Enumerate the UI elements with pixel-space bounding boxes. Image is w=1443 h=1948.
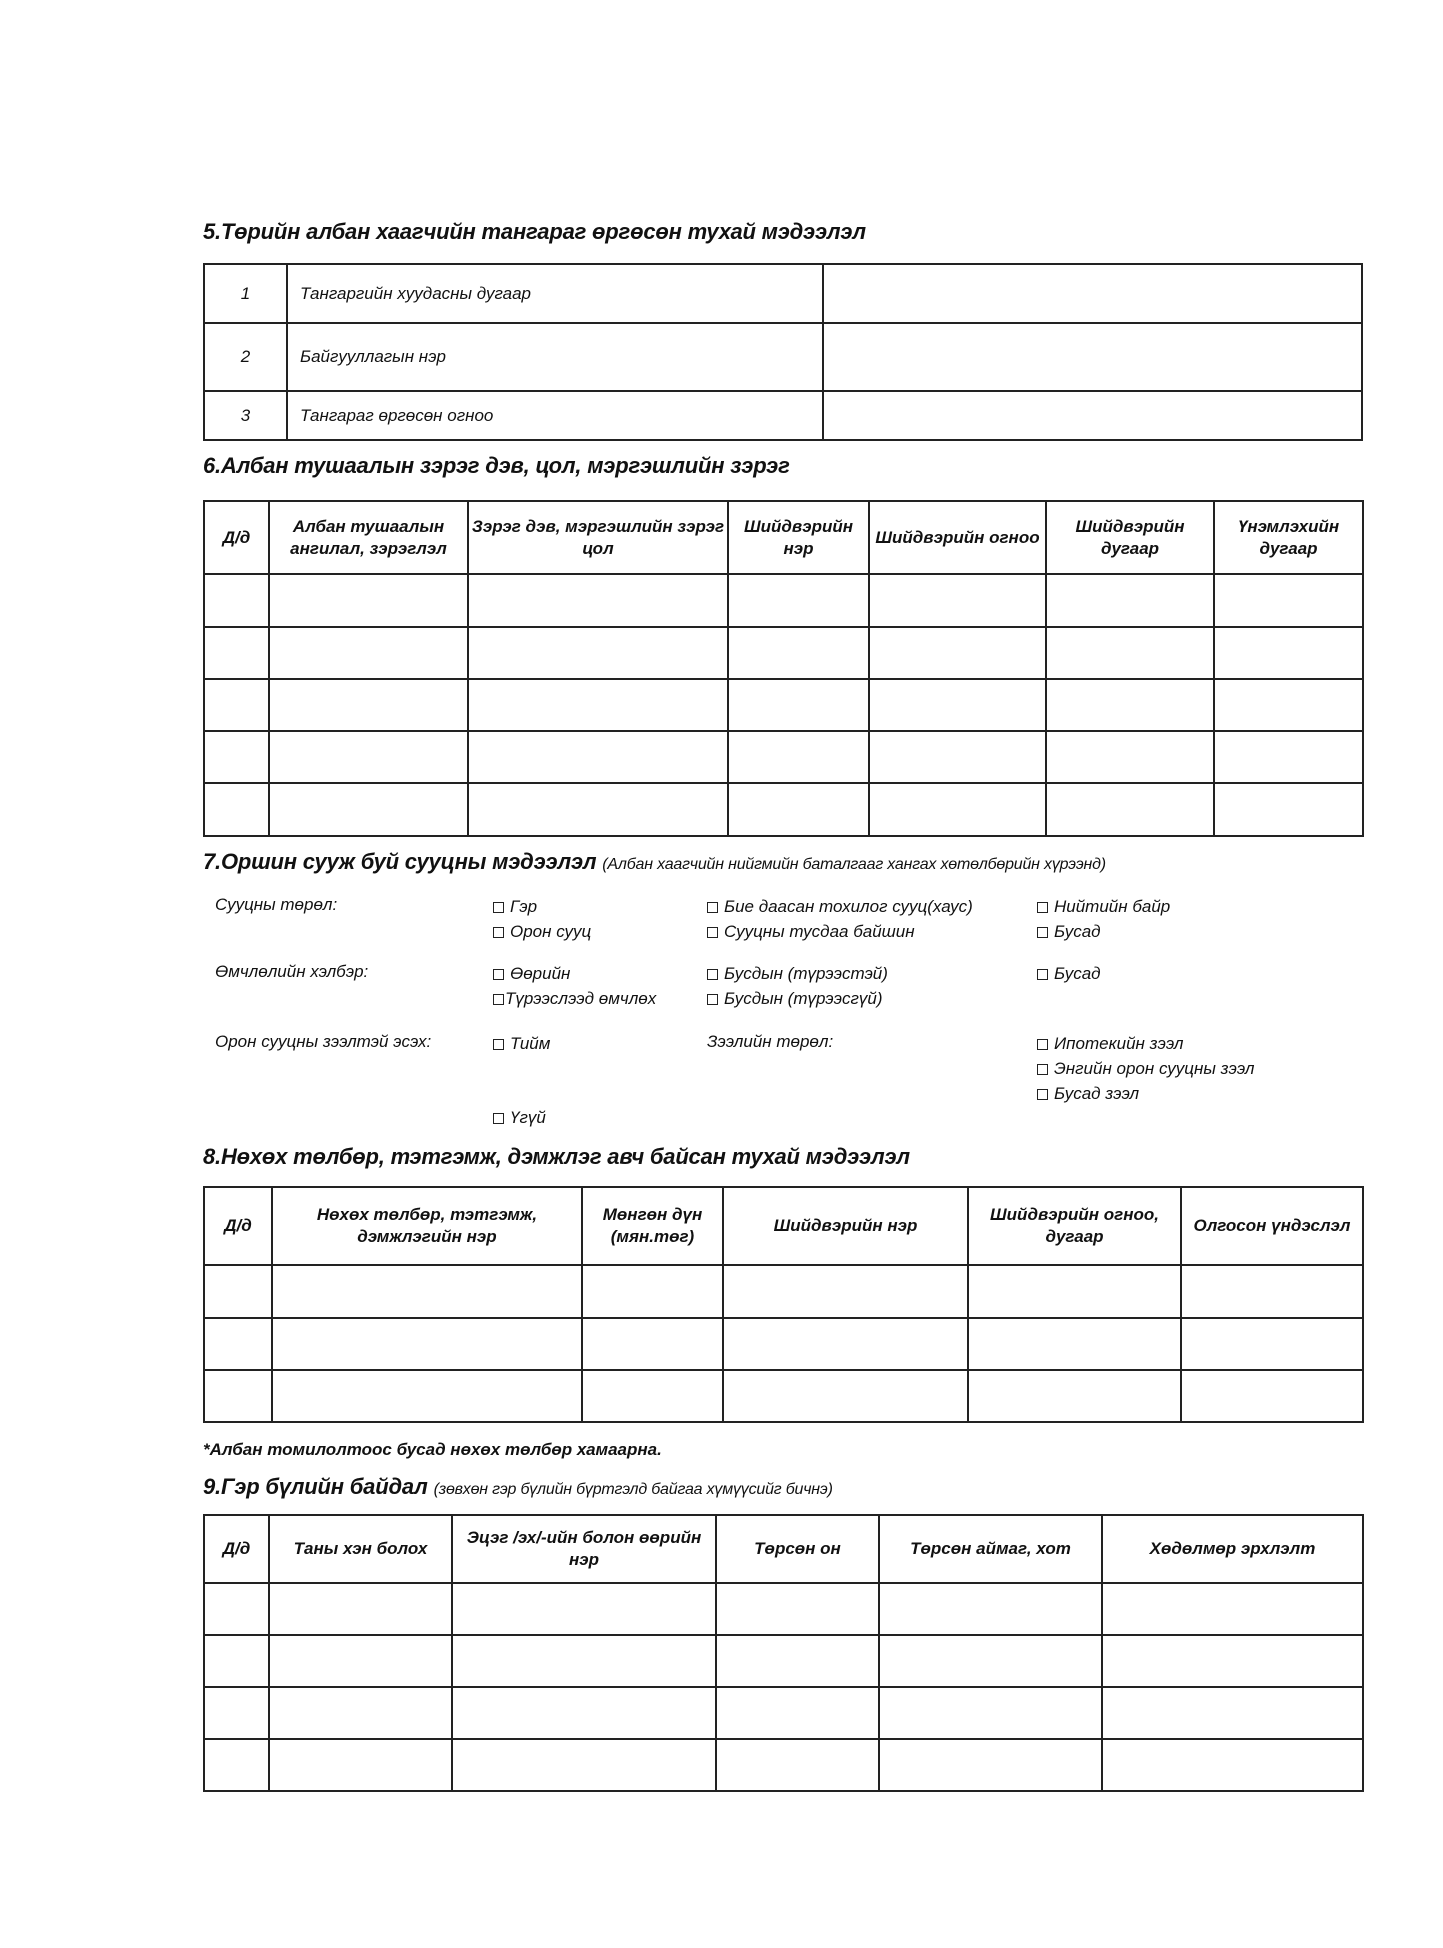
cell[interactable] <box>269 1739 452 1791</box>
cell[interactable] <box>1046 731 1214 783</box>
cell[interactable] <box>1214 627 1363 679</box>
housing-dormitory-checkbox[interactable]: Нийтийн байр <box>1037 897 1170 917</box>
cell[interactable] <box>204 1370 272 1422</box>
checkbox-icon <box>707 969 718 980</box>
table-row <box>204 1318 1363 1370</box>
cell[interactable] <box>1046 627 1214 679</box>
col-header-birth-place: Төрсөн аймаг, хот <box>879 1515 1102 1583</box>
housing-ger-checkbox[interactable]: Гэр <box>493 897 537 917</box>
col-header-relation: Таны хэн болох <box>269 1515 452 1583</box>
section7-title-text: 7.Оршин сууж буй сууцны мэдээлэл <box>203 849 597 874</box>
cell[interactable] <box>204 574 269 627</box>
cell[interactable] <box>1046 574 1214 627</box>
table-row <box>204 627 1363 679</box>
checkbox-icon <box>1037 1039 1048 1050</box>
section5-title: 5.Төрийн албан хаагчийн тангараг өргөсөн тухай мэдээлэл <box>203 219 866 244</box>
col-header-decision-date-number: Шийдвэрийн огноо, дугаар <box>968 1187 1181 1265</box>
cell[interactable] <box>468 731 728 783</box>
section7-subtitle: (Албан хаагчийн нийгмийн баталгааг хангах хөтөлбөрийн хүрээнд) <box>602 856 1106 873</box>
cell[interactable] <box>723 1265 968 1318</box>
row-label: Тангаргийн хуудасны дугаар <box>287 264 823 323</box>
cell[interactable] <box>869 679 1046 731</box>
row-number: 1 <box>204 264 287 323</box>
cell[interactable] <box>468 679 728 731</box>
row-number: 2 <box>204 323 287 391</box>
table-row <box>204 391 1362 440</box>
table-row <box>204 323 1362 391</box>
loan-other-checkbox[interactable]: Бусад зээл <box>1037 1084 1139 1104</box>
cell[interactable] <box>452 1583 716 1635</box>
table-row <box>204 1635 1363 1687</box>
housing-detached-checkbox[interactable]: Сууцны тусдаа байшин <box>707 922 915 942</box>
cell[interactable] <box>204 1265 272 1318</box>
loan-type-label: Зээлийн төрөл: <box>707 1032 834 1051</box>
oath-sheet-number-field[interactable] <box>823 264 1362 323</box>
checkbox-icon <box>1037 969 1048 980</box>
checkbox-icon <box>493 902 504 913</box>
cell[interactable] <box>869 627 1046 679</box>
cell[interactable] <box>723 1318 968 1370</box>
cell[interactable] <box>204 1687 269 1739</box>
cell[interactable] <box>716 1635 879 1687</box>
section9-subtitle: (зөвхөн гэр бүлийн бүртгэлд байгаа хүмүүсийг бичнэ) <box>433 1481 833 1498</box>
checkbox-icon <box>493 969 504 980</box>
checkbox-icon <box>1037 1089 1048 1100</box>
cell[interactable] <box>1102 1739 1363 1791</box>
col-header-certificate-number: Үнэмлэхийн дугаар <box>1214 501 1363 574</box>
ownership-others-rented-checkbox[interactable]: Бусдын (түрээстэй) <box>707 964 888 984</box>
col-header-decision-date: Шийдвэрийн огноо <box>869 501 1046 574</box>
table-row <box>204 679 1363 731</box>
cell[interactable] <box>723 1370 968 1422</box>
row-number: 3 <box>204 391 287 440</box>
cell[interactable] <box>204 783 269 836</box>
col-header-decision-name: Шийдвэрийн нэр <box>728 501 869 574</box>
cell[interactable] <box>1046 679 1214 731</box>
cell[interactable] <box>269 783 468 836</box>
table-header-row <box>204 501 1363 574</box>
cell[interactable] <box>1214 574 1363 627</box>
cell[interactable] <box>204 1739 269 1791</box>
cell[interactable] <box>1214 679 1363 731</box>
family-status-table <box>203 1514 1364 1792</box>
cell[interactable] <box>269 1687 452 1739</box>
cell[interactable] <box>879 1583 1102 1635</box>
checkbox-icon <box>493 994 504 1005</box>
cell[interactable] <box>204 731 269 783</box>
organization-name-field[interactable] <box>823 323 1362 391</box>
cell[interactable] <box>204 1635 269 1687</box>
oath-date-field[interactable] <box>823 391 1362 440</box>
cell[interactable] <box>728 783 869 836</box>
col-header-number: Д/д <box>204 1187 272 1265</box>
section7-title <box>203 849 1106 875</box>
housing-type-label: Сууцны төрөл: <box>215 895 338 914</box>
cell[interactable] <box>869 783 1046 836</box>
col-header-employment: Хөдөлмөр эрхлэлт <box>1102 1515 1363 1583</box>
cell[interactable] <box>204 1318 272 1370</box>
cell[interactable] <box>452 1635 716 1687</box>
loan-label: Орон сууцны зээлтэй эсэх: <box>215 1032 432 1051</box>
col-header-rank: Зэрэг дэв, мэргэшлийн зэрэг цол <box>468 501 728 574</box>
checkbox-icon <box>493 1039 504 1050</box>
table-row <box>204 1739 1363 1791</box>
cell[interactable] <box>1102 1583 1363 1635</box>
cell[interactable] <box>468 783 728 836</box>
loan-yes-checkbox[interactable]: Тийм <box>493 1034 550 1054</box>
cell[interactable] <box>468 627 728 679</box>
checkbox-icon <box>707 927 718 938</box>
col-header-compensation-name: Нөхөх төлбөр, тэтгэмж, дэмжлэгийн нэр <box>272 1187 582 1265</box>
col-header-position-class: Албан тушаалын ангилал, зэрэглэл <box>269 501 468 574</box>
table-header-row <box>204 1187 1363 1265</box>
cell[interactable] <box>272 1370 582 1422</box>
housing-house-checkbox[interactable]: Бие даасан тохилог сууц(хаус) <box>707 897 973 917</box>
cell[interactable] <box>728 731 869 783</box>
cell[interactable] <box>269 1583 452 1635</box>
cell[interactable] <box>1046 783 1214 836</box>
cell[interactable] <box>716 1687 879 1739</box>
cell[interactable] <box>869 731 1046 783</box>
table-row <box>204 1265 1363 1318</box>
cell[interactable] <box>269 731 468 783</box>
checkbox-icon <box>1037 927 1048 938</box>
cell[interactable] <box>968 1370 1181 1422</box>
cell[interactable] <box>452 1739 716 1791</box>
cell[interactable] <box>269 679 468 731</box>
col-header-number: Д/д <box>204 501 269 574</box>
cell[interactable] <box>879 1739 1102 1791</box>
section8-title: 8.Нөхөх төлбөр, тэтгэмж, дэмжлэг авч байсан тухай мэдээлэл <box>203 1144 910 1169</box>
cell[interactable] <box>204 1583 269 1635</box>
cell[interactable] <box>269 627 468 679</box>
ownership-own-checkbox[interactable]: Өөрийн <box>493 964 570 984</box>
cell[interactable] <box>716 1739 879 1791</box>
compensation-table <box>203 1186 1364 1423</box>
cell[interactable] <box>1102 1635 1363 1687</box>
loan-regular-housing-checkbox[interactable]: Энгийн орон сууцны зээл <box>1037 1059 1254 1079</box>
section6-title: 6.Албан тушаалын зэрэг дэв, цол, мэргэшлийн зэрэг <box>203 453 790 478</box>
ownership-others-free-checkbox[interactable]: Бусдын (түрээсгүй) <box>707 989 882 1009</box>
cell[interactable] <box>272 1265 582 1318</box>
col-header-birth-year: Төрсөн он <box>716 1515 879 1583</box>
ownership-other-checkbox[interactable]: Бусад <box>1037 964 1101 984</box>
cell[interactable] <box>582 1318 723 1370</box>
cell[interactable] <box>1214 731 1363 783</box>
cell[interactable] <box>269 1635 452 1687</box>
table-row <box>204 783 1363 836</box>
table-row <box>204 574 1363 627</box>
cell[interactable] <box>204 679 269 731</box>
cell[interactable] <box>1214 783 1363 836</box>
cell[interactable] <box>582 1370 723 1422</box>
ownership-lease-to-own-checkbox[interactable]: Түрээслээд өмчлөх <box>493 989 656 1009</box>
checkbox-icon <box>1037 1064 1048 1075</box>
table-row <box>204 731 1363 783</box>
section8-footnote: *Албан томилолтоос бусад нөхөх төлбөр хамаарна. <box>203 1440 662 1459</box>
row-label: Тангараг өргөсөн огноо <box>287 391 823 440</box>
cell[interactable] <box>269 574 468 627</box>
col-header-number: Д/д <box>204 1515 269 1583</box>
table-row <box>204 1687 1363 1739</box>
housing-apartment-checkbox[interactable]: Орон сууц <box>493 922 591 942</box>
col-header-decision-name: Шийдвэрийн нэр <box>723 1187 968 1265</box>
section9-title-text: 9.Гэр бүлийн байдал <box>203 1474 428 1499</box>
cell[interactable] <box>716 1583 879 1635</box>
cell[interactable] <box>879 1635 1102 1687</box>
housing-other-checkbox[interactable]: Бусад <box>1037 922 1101 942</box>
table-row <box>204 1370 1363 1422</box>
cell[interactable] <box>1102 1687 1363 1739</box>
table-row <box>204 264 1362 323</box>
col-header-amount: Мөнгөн дүн (мян.төг) <box>582 1187 723 1265</box>
cell[interactable] <box>1181 1370 1363 1422</box>
cell[interactable] <box>879 1687 1102 1739</box>
cell[interactable] <box>1181 1265 1363 1318</box>
cell[interactable] <box>728 574 869 627</box>
checkbox-icon <box>493 1113 504 1124</box>
cell[interactable] <box>869 574 1046 627</box>
loan-mortgage-checkbox[interactable]: Ипотекийн зээл <box>1037 1034 1183 1054</box>
checkbox-icon <box>707 902 718 913</box>
checkbox-icon <box>707 994 718 1005</box>
cell[interactable] <box>968 1265 1181 1318</box>
cell[interactable] <box>452 1687 716 1739</box>
col-header-decision-number: Шийдвэрийн дугаар <box>1046 501 1214 574</box>
section9-title <box>203 1474 833 1500</box>
cell[interactable] <box>204 627 269 679</box>
cell[interactable] <box>968 1318 1181 1370</box>
cell[interactable] <box>728 627 869 679</box>
checkbox-icon <box>493 927 504 938</box>
cell[interactable] <box>468 574 728 627</box>
table-row <box>204 1583 1363 1635</box>
ownership-label: Өмчлөлийн хэлбэр: <box>215 962 369 981</box>
cell[interactable] <box>272 1318 582 1370</box>
col-header-grounds: Олгосон үндэслэл <box>1181 1187 1363 1265</box>
oath-info-table <box>203 263 1363 441</box>
row-label: Байгууллагын нэр <box>287 323 823 391</box>
cell[interactable] <box>1181 1318 1363 1370</box>
cell[interactable] <box>728 679 869 731</box>
cell[interactable] <box>582 1265 723 1318</box>
checkbox-icon <box>1037 902 1048 913</box>
col-header-full-name: Эцэг /эх/-ийн болон өөрийн нэр <box>452 1515 716 1583</box>
table-header-row <box>204 1515 1363 1583</box>
rank-qualification-table <box>203 500 1364 837</box>
loan-no-checkbox[interactable]: Үгүй <box>493 1108 546 1128</box>
